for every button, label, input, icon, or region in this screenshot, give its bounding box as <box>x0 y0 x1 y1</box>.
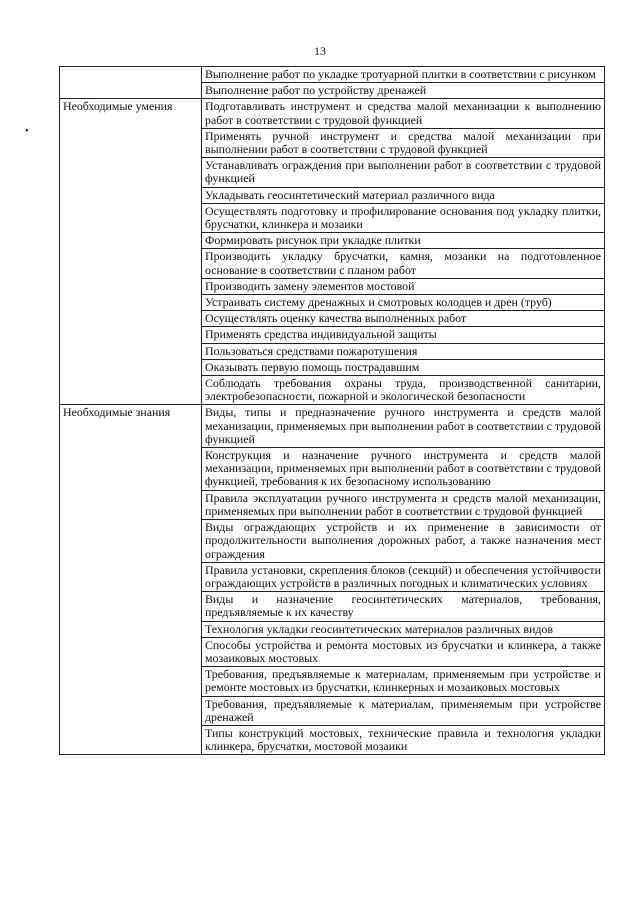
requirement-item: Формировать рисунок при укладке плитки <box>202 233 605 249</box>
requirement-item: Требования, предъявляемые к материалам, применяемым при устройстве и ремонте мостовых из брусчатки, клинкерных и мозаиковых мостовых <box>202 667 605 696</box>
page-number: 13 <box>314 44 326 58</box>
requirement-item: Виды ограждающих устройств и их применение в зависимости от продолжительности выполнения дорожных работ, а также назначения мест ограждения <box>202 520 605 563</box>
table-row <box>60 99 605 128</box>
margin-mark: • <box>25 126 29 137</box>
requirements-table <box>59 66 605 755</box>
requirement-item: Подготавливать инструмент и средства малой механизации к выполнению работ в соответствии с трудовой функцией <box>202 99 605 128</box>
requirement-item: Правила установки, скрепления блоков (секций) и обеспечения устойчивости ограждающих устройств в различных погодных и климатических условиях <box>202 562 605 591</box>
table-row <box>60 405 605 448</box>
requirement-item: Оказывать первую помощь пострадавшим <box>202 359 605 375</box>
requirement-item: Укладывать геосинтетический материал различного вида <box>202 187 605 203</box>
section-label: Необходимые знания <box>60 405 202 755</box>
table-row <box>60 67 605 83</box>
requirement-item: Требования, предъявляемые к материалам, применяемым при устройстве дренажей <box>202 696 605 725</box>
requirement-item: Виды, типы и предназначение ручного инструмента и средств малой механизации, применяемых при выполнении работ в соответствии с трудовой функцией <box>202 405 605 448</box>
requirement-item: Виды и назначение геосинтетических материалов, требования, предъявляемые к их качеству <box>202 592 605 621</box>
requirement-item: Пользоваться средствами пожаротушения <box>202 343 605 359</box>
requirement-item: Типы конструкций мостовых, технические правила и технология укладки клинкера, брусчатки, мостовой мозаики <box>202 725 605 754</box>
requirement-item: Выполнение работ по укладке тротуарной плитки в соответствии с рисунком <box>202 67 605 83</box>
requirement-item: Конструкция и назначение ручного инструмента и средств малой механизации, применяемых при выполнении работ в соответствии с трудовой функцией, требования к их безопасному использованию <box>202 448 605 491</box>
requirement-item: Технология укладки геосинтетических материалов различных видов <box>202 621 605 637</box>
requirement-item: Применять ручной инструмент и средства малой механизации при выполнении работ в соответствии с трудовой функцией <box>202 128 605 157</box>
requirement-item: Устанавливать ограждения при выполнении работ в соответствии с трудовой функцией <box>202 158 605 187</box>
requirement-item: Применять средства индивидуальной защиты <box>202 327 605 343</box>
section-label: Необходимые умения <box>60 99 202 405</box>
requirement-item: Осуществлять оценку качества выполненных работ <box>202 311 605 327</box>
requirement-item: Осуществлять подготовку и профилирование основания под укладку плитки, брусчатки, клинкера и мозаики <box>202 203 605 232</box>
section-label <box>60 67 202 99</box>
requirement-item: Выполнение работ по устройству дренажей <box>202 83 605 99</box>
requirement-item: Соблюдать требования охраны труда, производственной санитарии, электробезопасности, пожарной и экологической безопасности <box>202 376 605 405</box>
requirement-item: Способы устройства и ремонта мостовых из брусчатки и клинкера, а также мозаиковых мостовых <box>202 637 605 666</box>
requirement-item: Правила эксплуатации ручного инструмента и средств малой механизации, применяемых при выполнении работ в соответствии с трудовой функцией <box>202 490 605 519</box>
requirement-item: Производить замену элементов мостовой <box>202 278 605 294</box>
requirement-item: Устраивать систему дренажных и смотровых колодцев и дрен (труб) <box>202 295 605 311</box>
requirement-item: Производить укладку брусчатки, камня, мозаики на подготовленное основание в соответствии с планом работ <box>202 249 605 278</box>
